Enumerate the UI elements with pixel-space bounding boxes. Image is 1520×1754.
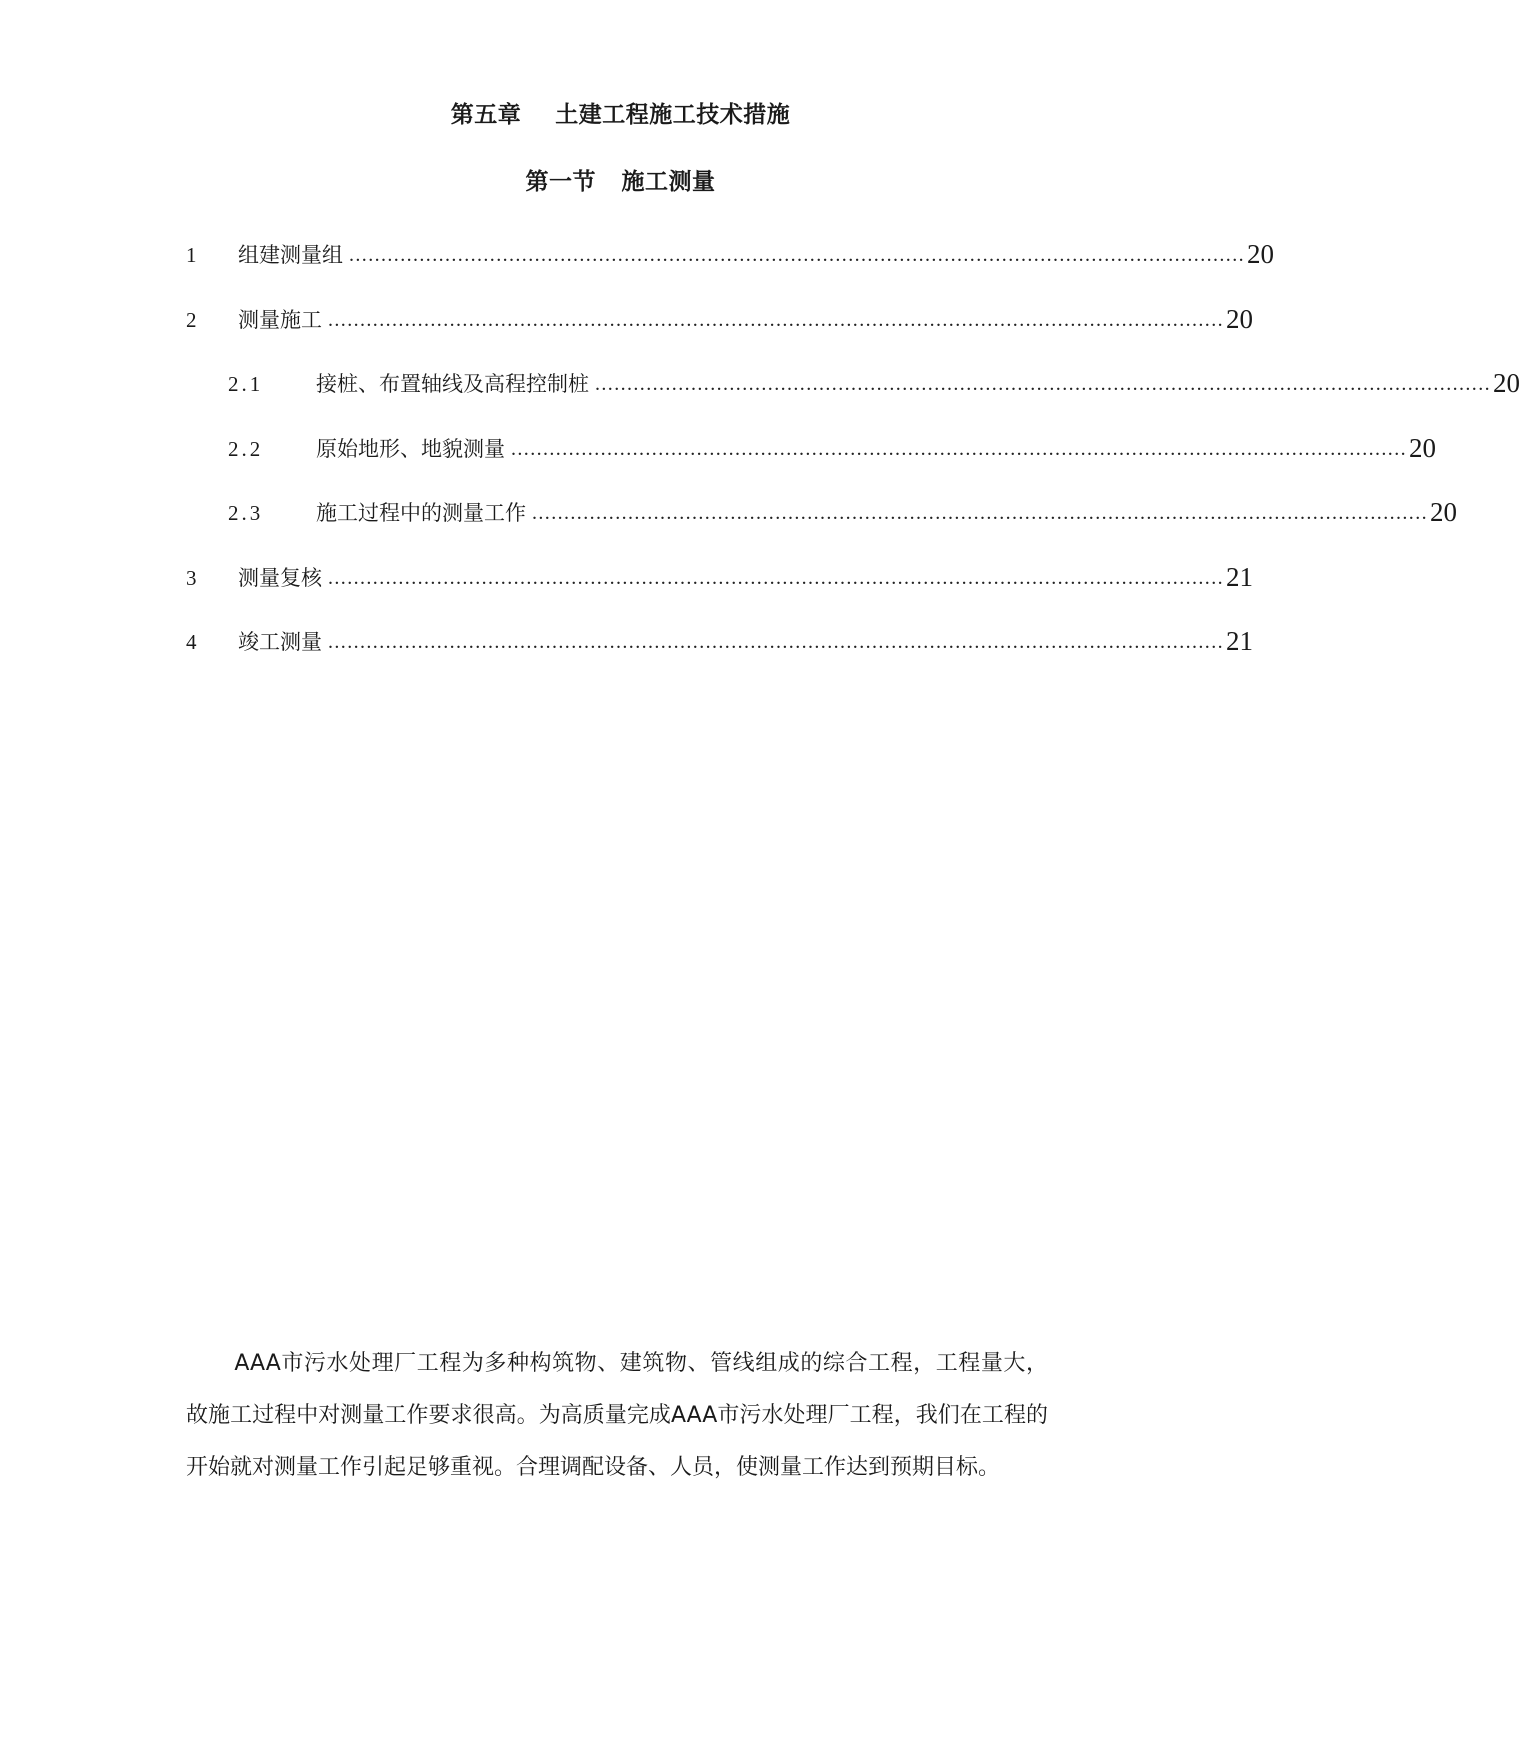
toc-entry-3[interactable] (186, 561, 1253, 628)
toc-entry-label: 测量施工 (238, 307, 322, 332)
toc-entry-1[interactable] (186, 239, 1274, 305)
toc-entry-label: 接桩、布置轴线及高程控制桩 (316, 372, 589, 396)
toc-entry-4[interactable] (186, 626, 1253, 692)
table-of-contents (186, 239, 1520, 692)
toc-leader-dots: ............................................................................................................................................ (349, 244, 1245, 266)
toc-entry-number: 2.3 (228, 501, 264, 525)
section-title: 第一节 施工测量 (525, 169, 716, 195)
toc-entry-number: 2 (186, 307, 197, 332)
toc-leader-dots: ............................................................................................................................................ (511, 437, 1407, 460)
toc-leader-dots: ............................................................................................................................................ (595, 373, 1491, 395)
toc-entry-label: 竣工测量 (238, 630, 322, 654)
toc-entry-number: 4 (186, 630, 197, 654)
toc-entry-2-1[interactable] (186, 368, 1520, 434)
toc-entry-number: 2.1 (228, 372, 264, 396)
body-paragraph: AAA市污水处理厂工程为多种构筑物、建筑物、管线组成的综合工程，工程量大，故施工过程中对测量工作要求很高。为高质量完成AAA市污水处理厂工程，我们在工程的开始就对测量工作引起足够重视。合理调配设备、人员，使测量工作达到预期目标。 (186, 1351, 1048, 1480)
toc-entry-page: 20 (1430, 497, 1457, 527)
toc-leader-dots: ............................................................................................................................................ (532, 502, 1428, 524)
toc-leader-dots: ............................................................................................................................................ (328, 631, 1224, 653)
toc-entry-page: 21 (1226, 626, 1253, 656)
toc-entry-2-3[interactable] (186, 497, 1457, 563)
toc-entry-number: 2.2 (228, 436, 264, 461)
chapter-title: 第五章 土建工程施工技术措施 (450, 102, 791, 128)
toc-entry-page: 20 (1409, 432, 1436, 463)
toc-entry-number: 3 (186, 565, 197, 590)
toc-entry-label: 施工过程中的测量工作 (316, 501, 526, 525)
toc-leader-dots: ............................................................................................................................................ (328, 308, 1224, 331)
toc-entry-2-2[interactable] (186, 432, 1436, 499)
toc-entry-page: 20 (1493, 368, 1520, 398)
toc-entry-page: 20 (1226, 303, 1253, 334)
toc-entry-page: 21 (1226, 561, 1253, 592)
toc-leader-dots: ............................................................................................................................................ (328, 566, 1224, 589)
toc-entry-label: 测量复核 (238, 565, 322, 590)
toc-entry-label: 组建测量组 (238, 243, 343, 267)
toc-entry-label: 原始地形、地貌测量 (316, 436, 505, 461)
toc-entry-page: 20 (1247, 239, 1274, 269)
toc-entry-2[interactable] (186, 303, 1253, 370)
toc-entry-number: 1 (186, 243, 197, 267)
